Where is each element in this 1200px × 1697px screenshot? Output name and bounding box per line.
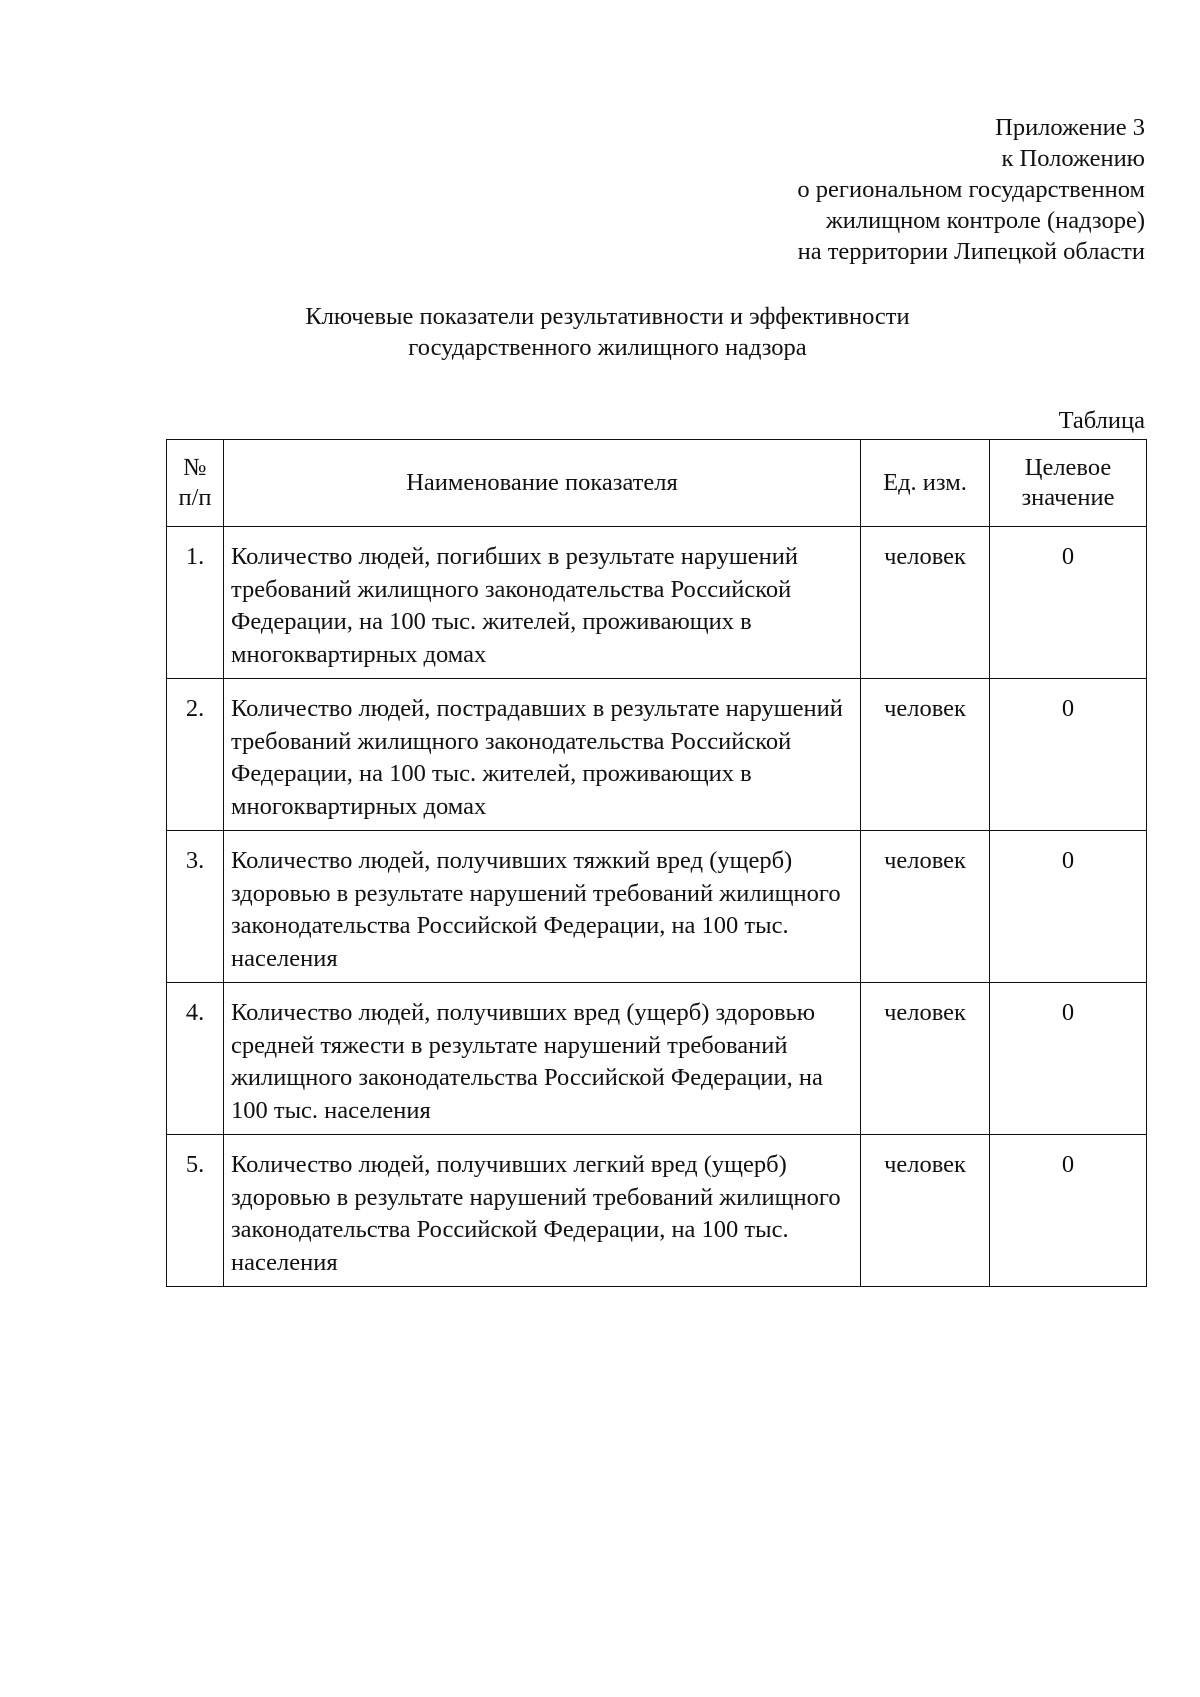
unit-value: человек bbox=[861, 679, 990, 831]
unit-value: человек bbox=[861, 527, 990, 679]
header-unit: Ед. изм. bbox=[861, 440, 990, 527]
row-number: 5. bbox=[167, 1135, 224, 1287]
row-number: 3. bbox=[167, 831, 224, 983]
row-number: 1. bbox=[167, 527, 224, 679]
header-number-sign: № bbox=[183, 454, 207, 481]
document-title bbox=[0, 301, 1200, 363]
target-value: 0 bbox=[990, 831, 1147, 983]
table-row bbox=[167, 527, 1147, 679]
row-number: 2. bbox=[167, 679, 224, 831]
unit-value: человек bbox=[861, 1135, 990, 1287]
appendix-line: к Положению bbox=[1001, 145, 1145, 172]
indicator-name: Количество людей, получивших тяжкий вред (ущерб) здоровью в результате нарушений требований жилищного законодательства Российской Федерации, на 100 тыс. населения bbox=[224, 831, 861, 983]
appendix-line: о региональном государственном bbox=[797, 176, 1145, 203]
appendix-header bbox=[797, 112, 1145, 267]
header-number-label: п/п bbox=[178, 484, 212, 511]
indicator-name: Количество людей, получивших легкий вред (ущерб) здоровью в результате нарушений требований жилищного законодательства Российской Федерации, на 100 тыс. населения bbox=[224, 1135, 861, 1287]
row-number: 4. bbox=[167, 983, 224, 1135]
header-target-line: значение bbox=[1021, 484, 1115, 511]
table-row bbox=[167, 983, 1147, 1135]
indicator-name: Количество людей, получивших вред (ущерб) здоровью средней тяжести в результате нарушений требований жилищного законодательства Российской Федерации, на 100 тыс. населения bbox=[224, 983, 861, 1135]
target-value: 0 bbox=[990, 1135, 1147, 1287]
appendix-line: Приложение 3 bbox=[995, 114, 1145, 141]
indicator-name: Количество людей, погибших в результате нарушений требований жилищного законодательства Российской Федерации, на 100 тыс. жителей, проживающих в многоквартирных домах bbox=[224, 527, 861, 679]
table-header-row bbox=[167, 440, 1147, 527]
document-title-line: государственного жилищного надзора bbox=[408, 334, 807, 361]
appendix-line: жилищном контроле (надзоре) bbox=[825, 207, 1145, 234]
document-title-line: Ключевые показатели результативности и эффективности bbox=[305, 303, 910, 330]
indicator-name: Количество людей, пострадавших в результате нарушений требований жилищного законодательства Российской Федерации, на 100 тыс. жителей, проживающих в многоквартирных домах bbox=[224, 679, 861, 831]
header-indicator-name: Наименование показателя bbox=[224, 440, 861, 527]
table-row bbox=[167, 1135, 1147, 1287]
target-value: 0 bbox=[990, 679, 1147, 831]
header-target-value bbox=[990, 440, 1147, 527]
appendix-line: на территории Липецкой области bbox=[797, 238, 1145, 265]
target-value: 0 bbox=[990, 983, 1147, 1135]
header-number bbox=[167, 440, 224, 527]
unit-value: человек bbox=[861, 983, 990, 1135]
unit-value: человек bbox=[861, 831, 990, 983]
table-caption: Таблица bbox=[1058, 407, 1145, 434]
target-value: 0 bbox=[990, 527, 1147, 679]
table-row bbox=[167, 831, 1147, 983]
header-target-line: Целевое bbox=[1024, 454, 1112, 481]
indicators-table bbox=[166, 439, 1147, 1287]
table-row bbox=[167, 679, 1147, 831]
